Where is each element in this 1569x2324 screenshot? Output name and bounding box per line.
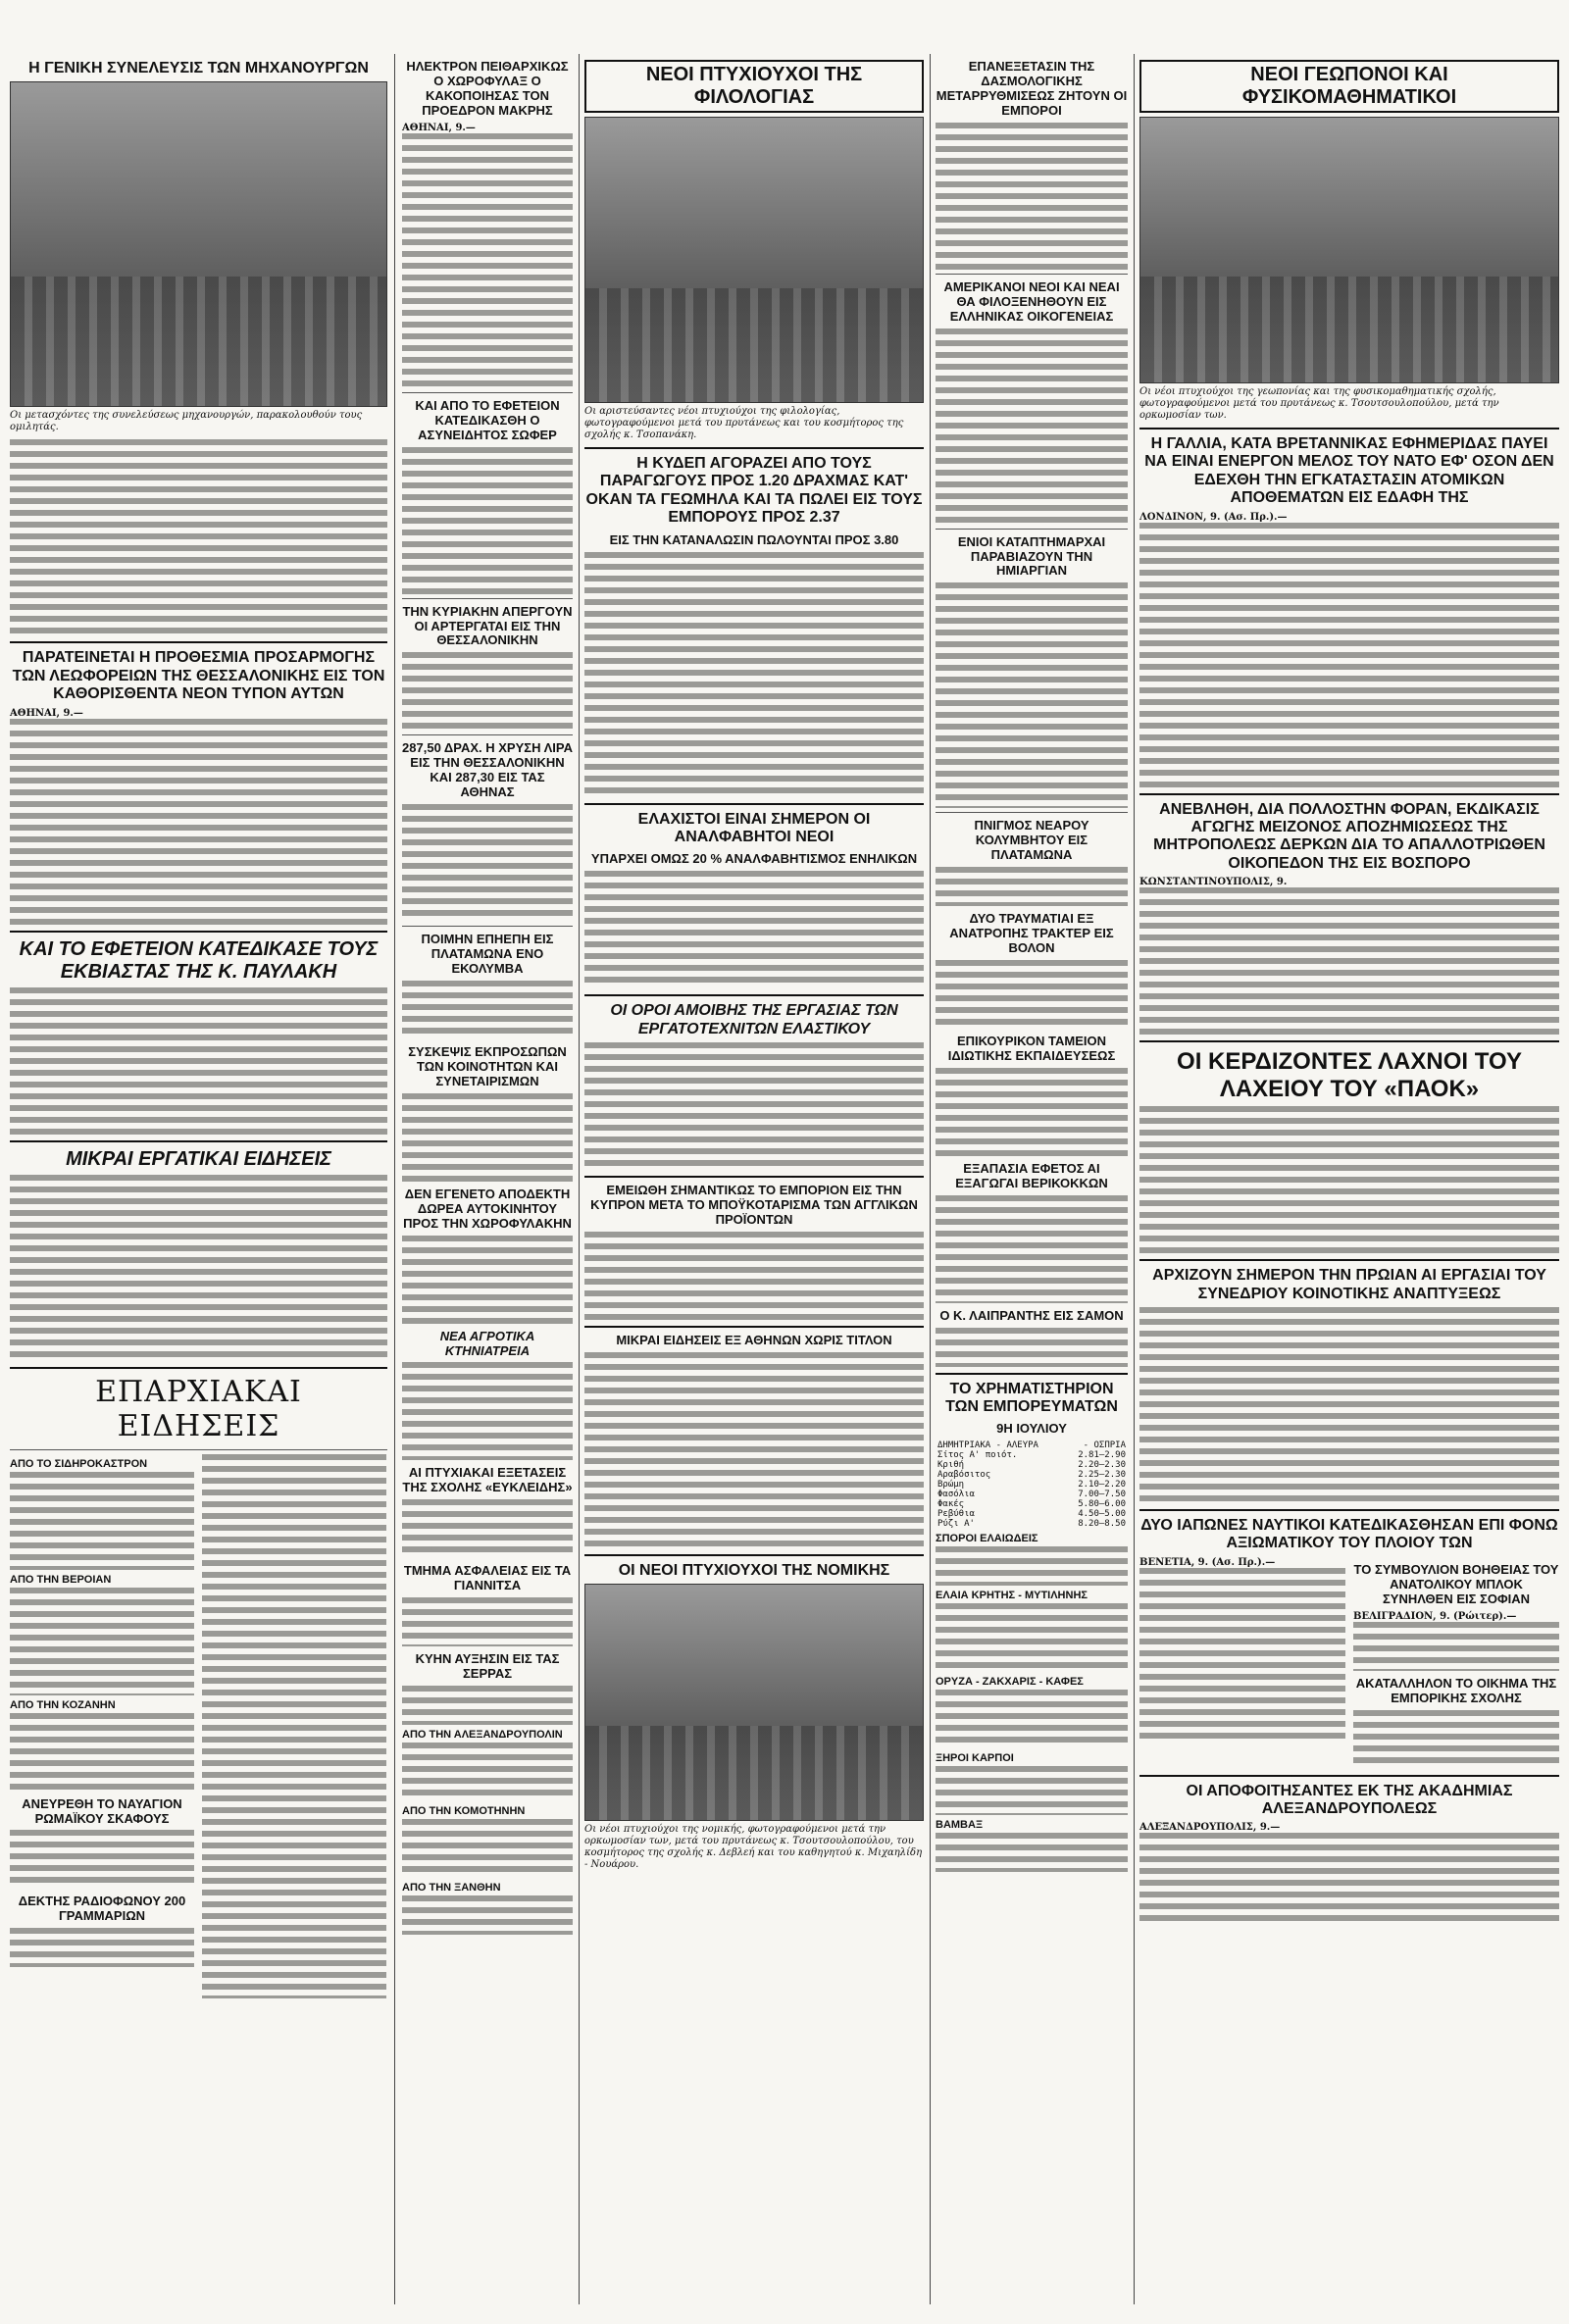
subheading: ΞΗΡΟΙ ΚΑΡΠΟΙ (936, 1752, 1014, 1765)
column-5 (1139, 54, 1559, 1921)
headline: ΤΜΗΜΑ ΑΣΦΑΛΕΙΑΣ ΕΙΣ ΤΑ ΓΙΑΝΝΙΤΣΑ (403, 1563, 572, 1593)
headline: 287,50 ΔΡΑΧ. Η ΧΡΥΣΗ ΛΙΡΑ ΕΙΣ ΤΗΝ ΘΕΣΣΑΛΟΝΙΚΗΝ ΚΑΙ 287,30 ΕΙΣ ΤΑΣ ΑΘΗΝΑΣ (402, 740, 573, 800)
divider (936, 1373, 1128, 1375)
column-divider (579, 54, 580, 2304)
headline: ΔΕΚΤΗΣ ΡΑΔΙΟΦΩΝΟΥ 200 ΓΡΑΜΜΑΡΙΩΝ (18, 1894, 186, 1924)
divider (1139, 1040, 1559, 1042)
divider (10, 1449, 387, 1450)
column-2 (402, 54, 573, 1935)
article-body (402, 1597, 573, 1646)
article-body (402, 804, 573, 922)
article-body (10, 987, 387, 1135)
headline: ΕΠΙΚΟΥΡΙΚΟΝ ΤΑΜΕΙΟΝ ΙΔΙΩΤΙΚΗΣ ΕΚΠΑΙΔΕΥΣΕΩΣ (947, 1034, 1116, 1063)
headline: Ο Κ. ΛΑΙΠΡΑΝΤΗΣ ΕΙΣ ΣΑΜΟΝ (939, 1307, 1124, 1323)
quote-row (936, 1450, 1128, 1460)
headline: ΝΕΑ ΑΓΡΟΤΙΚΑ ΚΤΗΝΙΑΤΡΕΙΑ (439, 1328, 535, 1358)
article-body (1139, 1833, 1559, 1921)
article-body (584, 1042, 924, 1170)
quote-price: 4.50—5.00 (1078, 1509, 1126, 1520)
headline: ΑΙ ΠΤΥΧΙΑΚΑΙ ΕΞΕΤΑΣΕΙΣ ΤΗΣ ΣΧΟΛΗΣ «ΕΥΚΛΕΙΔΗΣ» (402, 1465, 573, 1495)
headline: Η ΓΕΝΙΚΗ ΣΥΝΕΛΕΥΣΙΣ ΤΩΝ ΜΗΧΑΝΟΥΡΓΩΝ (28, 60, 369, 76)
article-body (1139, 1568, 1345, 1744)
article-body (10, 1472, 194, 1570)
dateline: ΒΕΝΕΤΙΑ, 9. (Ασ. Πρ.).— (1139, 1556, 1276, 1568)
divider (584, 803, 924, 805)
divider (1139, 428, 1559, 429)
headline: ΠΑΡΑΤΕΙΝΕΤΑΙ Η ΠΡΟΘΕΣΜΙΑ ΠΡΟΣΑΡΜΟΓΗΣ ΤΩΝ ΛΕΩΦΟΡΕΙΩΝ ΤΗΣ ΘΕΣΣΑΛΟΝΙΚΗΣ ΕΙΣ ΤΟΝ ΚΑΘΟΡΙΣΘΕΝΤΑ ΝΕΟΝ ΤΥΠΟΝ ΑΥΤΩΝ (12, 649, 385, 703)
subheading: ΑΠΟ ΤΗΝ ΞΑΝΘΗΝ (402, 1882, 501, 1895)
headline: ΕΞΑΠΑΣΙΑ ΕΦΕΤΟΣ ΑΙ ΕΞΑΓΩΓΑΙ ΒΕΡΙΚΟΚΚΩΝ (955, 1160, 1108, 1190)
quote-price: 2.81—2.90 (1078, 1450, 1126, 1461)
headline: ΜΙΚΡΑΙ ΕΡΓΑΤΙΚΑΙ ΕΙΔΗΣΕΙΣ (66, 1147, 331, 1170)
article-body (202, 1454, 386, 1998)
quote-commodity: Ρεβύθια (937, 1509, 975, 1520)
headline: ΕΜΕΙΩΘΗ ΣΗΜΑΝΤΙΚΩΣ ΤΟ ΕΜΠΟΡΙΟΝ ΕΙΣ ΤΗΝ ΚΥΠΡΟΝ ΜΕΤΑ ΤΟ ΜΠΟΫΚΟΤΑΡΙΣΜΑ ΤΩΝ ΑΓΓΛΙΚΩΝ ΠΡΟΪΟΝΤΩΝ (590, 1183, 918, 1227)
column-1 (10, 54, 387, 1998)
quote-row (936, 1519, 1128, 1529)
headline: ΔΥΟ ΤΡΑΥΜΑΤΙΑΙ ΕΞ ΑΝΑΤΡΟΠΗΣ ΤΡΑΚΤΕΡ ΕΙΣ ΒΟΛΟΝ (949, 911, 1114, 956)
headline: ΕΠΑΝΕΞΕΤΑΣΙΝ ΤΗΣ ΔΑΣΜΟΛΟΓΙΚΗΣ ΜΕΤΑΡΡΥΘΜΙΣΕΩΣ ΖΗΤΟΥΝ ΟΙ ΕΜΠΟΡΟΙ (936, 59, 1128, 118)
article-body (10, 439, 387, 635)
quote-price: 2.10—2.20 (1078, 1480, 1126, 1490)
article-body (402, 1236, 573, 1324)
subheading: ΑΠΟ ΤΗΝ ΚΟΜΟΤΗΝΗΝ (402, 1805, 526, 1818)
column-divider (930, 54, 931, 2304)
headline: Η ΚΥΔΕΠ ΑΓΟΡΑΖΕΙ ΑΠΟ ΤΟΥΣ ΠΑΡΑΓΩΓΟΥΣ ΠΡΟΣ 1.20 ΔΡΑΧΜΑΣ ΚΑΤ' ΟΚΑΝ ΤΑ ΓΕΩΜΗΛΑ ΚΑΙ ΤΑ ΠΩΛΕΙ ΕΙΣ ΤΟΥΣ ΕΜΠΟΡΟΥΣ ΠΡΟΣ 2.37 (585, 455, 923, 527)
quote-commodity: Φακές (937, 1499, 965, 1510)
headline-secondary: ΥΠΑΡΧΕΙ ΟΜΩΣ 20 % ΑΝΑΛΦΑΒΗΤΙΣΜΟΣ ΕΝΗΛΙΚΩΝ (590, 851, 918, 867)
article-body (936, 582, 1128, 808)
headline: ΤΗΝ ΚΥΡΙΑΚΗΝ ΑΠΕΡΓΟΥΝ ΟΙ ΑΡΤΕΡΓΑΤΑΙ ΕΙΣ ΤΗΝ ΘΕΣΣΑΛΟΝΙΚΗΝ (402, 603, 573, 648)
divider (584, 447, 924, 449)
article-body (10, 1588, 194, 1695)
headline: ΟΙ ΝΕΟΙ ΠΤΥΧΙΟΥΧΟΙ ΤΗΣ ΝΟΜΙΚΗΣ (618, 1561, 890, 1579)
photo-caption: Οι αριστεύσαντες νέοι πτυχιούχοι της φιλολογίας, φωτογραφούμενοι μετά του πρυτάνεως και του κοσμήτορος της σχολής κ. Τσοπανάκη. (584, 406, 904, 440)
article-body (936, 960, 1128, 1029)
quote-row (936, 1440, 1128, 1450)
article-body (402, 652, 573, 731)
market-heading: ΤΟ ΧΡΗΜΑΤΙΣΤΗΡΙΟΝ ΤΩΝ ΕΜΠΟΡΕΥΜΑΤΩΝ (945, 1380, 1118, 1416)
headline-secondary: ΕΙΣ ΤΗΝ ΚΑΤΑΝΑΛΩΣΙΝ ΠΩΛΟΥΝΤΑΙ ΠΡΟΣ 3.80 (609, 531, 899, 547)
article-body (10, 1713, 194, 1792)
article-body (1139, 1106, 1559, 1253)
article-body (936, 1328, 1128, 1367)
divider (1139, 1775, 1559, 1777)
headline: ΑΜΕΡΙΚΑΝΟΙ ΝΕΟΙ ΚΑΙ ΝΕΑΙ ΘΑ ΦΙΛΟΞΕΝΗΘΟΥΝ ΕΙΣ ΕΛΛΗΝΙΚΑΣ ΟΙΚΟΓΕΝΕΙΑΣ (943, 278, 1120, 324)
dateline: ΑΛΕΞΑΝΔΡΟΥΠΟΛΙΣ, 9.— (1139, 1822, 1281, 1834)
provincial-left (10, 1454, 194, 1998)
quote-commodity: Κριθή (937, 1460, 965, 1471)
headline: Η ΓΑΛΛΙΑ, ΚΑΤΑ ΒΡΕΤΑΝΝΙΚΑΣ ΕΦΗΜΕΡΙΔΑΣ ΠΑΥΕΙ ΝΑ ΕΙΝΑΙ ΕΝΕΡΓΟΝ ΜΕΛΟΣ ΤΟΥ ΝΑΤΟ ΕΦ' ΟΣΟΝ ΔΕΝ ΕΔΕΧΘΗ ΤΗΝ ΕΓΚΑΤΑΣΤΑΣΙΝ ΑΤΟΜΙΚΩΝ ΑΠΟΘΕΜΑΤΩΝ ΕΙΣ ΕΔΑΦΗ ΤΗΣ (1144, 435, 1554, 507)
headline: ΝΕΟΙ ΓΕΩΠΟΝΟΙ ΚΑΙ ΦΥΣΙΚΟΜΑΘΗΜΑΤΙΚΟΙ (1139, 60, 1559, 113)
photo-caption: Οι μετασχόντες της συνελεύσεως μηχανουργών, παρακολουθούν τους ομιλητάς. (10, 410, 363, 433)
dateline: ΚΩΝΣΤΑΝΤΙΝΟΥΠΟΛΙΣ, 9. (1139, 877, 1288, 888)
photo-caption: Οι νέοι πτυχιούχοι της γεωπονίας και της φυσικομαθηματικής σχολής, φωτογραφούμενοι μετά του πρυτάνεως κ. Τσουτσουλοπούλου, μετά την ορκωμοσίαν των. (1139, 386, 1499, 421)
headline: ΚΑΙ ΑΠΟ ΤΟ ΕΦΕΤΕΙΟΝ ΚΑΤΕΔΙΚΑΣΘΗ Ο ΑΣΥΝΕΙΔΗΤΟΣ ΣΩΦΕΡ (415, 397, 560, 442)
divider (936, 529, 1128, 530)
article-body (584, 871, 924, 988)
divider (10, 1140, 387, 1142)
quote-row (936, 1480, 1128, 1490)
column-4 (936, 54, 1128, 1872)
dateline: ΒΕΛΙΓΡΑΔΙΟΝ, 9. (Ρώιτερ).— (1353, 1610, 1517, 1622)
article-body (402, 1093, 573, 1182)
article-body (936, 1833, 1128, 1872)
split-left (1139, 1557, 1345, 1769)
photo-law-graduates (584, 1584, 924, 1821)
quote-commodity: Φασόλια (937, 1490, 975, 1500)
headline: ΠΝΙΓΜΟΣ ΝΕΑΡΟΥ ΚΟΛΥΜΒΗΤΟΥ ΕΙΣ ΠΛΑΤΑΜΩΝΑ (974, 818, 1089, 863)
article-body (936, 1546, 1128, 1586)
article-body (936, 1690, 1128, 1748)
article-body (10, 1175, 387, 1361)
divider (584, 1326, 924, 1328)
headline: ΟΙ ΟΡΟΙ ΑΜΟΙΒΗΣ ΤΗΣ ΕΡΓΑΣΙΑΣ ΤΩΝ ΕΡΓΑΤΟΤΕΧΝΙΤΩΝ ΕΛΑΣΤΙΚΟΥ (610, 1002, 898, 1037)
subheading: ΑΠΟ ΤΗΝ ΚΟΖΑΝΗΝ (10, 1698, 116, 1711)
column-divider (1134, 54, 1135, 2304)
divider (10, 641, 387, 643)
article-body (1353, 1710, 1559, 1769)
split-right (1353, 1557, 1559, 1769)
split-block (1139, 1557, 1559, 1769)
quote-price: 8.20—8.50 (1078, 1519, 1126, 1530)
market-date: 9Η ΙΟΥΛΙΟΥ (996, 1421, 1067, 1437)
headline: ΟΙ ΚΕΡΔΙΖΟΝΤΕΣ ΛΑΧΝΟΙ ΤΟΥ ΛΑΧΕΙΟΥ ΤΟΥ «ΠΑΟΚ» (1177, 1048, 1522, 1102)
divider (1139, 793, 1559, 795)
provincial-right (202, 1454, 386, 1998)
photo-mechanics-assembly (10, 81, 387, 407)
quote-price: 2.25—2.30 (1078, 1470, 1126, 1481)
article-body (402, 1686, 573, 1725)
article-body (936, 1766, 1128, 1815)
quote-row (936, 1499, 1128, 1509)
article-body (1353, 1622, 1559, 1671)
photo-agronomists-graduates (1139, 117, 1559, 383)
headline: ΚΑΙ ΤΟ ΕΦΕΤΕΙΟΝ ΚΑΤΕΔΙΚΑΣΕ ΤΟΥΣ ΕΚΒΙΑΣΤΑΣ ΤΗΣ Κ. ΠΑΥΛΑΚΗ (19, 937, 379, 983)
headline: ΑΚΑΤΑΛΛΗΛΟΝ ΤΟ ΟΙΚΗΜΑ ΤΗΣ ΕΜΠΟΡΙΚΗΣ ΣΧΟΛΗΣ (1355, 1675, 1557, 1705)
quote-row (936, 1509, 1128, 1519)
dateline: ΑΘΗΝΑΙ, 9.— (402, 122, 476, 133)
provincial-news (10, 1454, 387, 1998)
divider (936, 812, 1128, 813)
article-body (584, 552, 924, 797)
article-body (584, 1232, 924, 1320)
headline: ΝΕΟΙ ΠΤΥΧΙΟΥΧΟΙ ΤΗΣ ΦΙΛΟΛΟΓΙΑΣ (584, 60, 924, 113)
commodity-quotes-table (936, 1440, 1128, 1529)
article-body (936, 1603, 1128, 1672)
headline: ΠΟΙΜΗΝ ΕΠΗΕΠΗ ΕΙΣ ΠΛΑΤΑΜΩΝΑ ΕΝΟ ΕΚΟΛΥΜΒΑ (421, 932, 554, 976)
article-body (1139, 887, 1559, 1035)
quote-commodity: Βρώμη (937, 1480, 965, 1490)
headline: ΟΙ ΑΠΟΦΟΙΤΗΣΑΝΤΕΣ ΕΚ ΤΗΣ ΑΚΑΔΗΜΙΑΣ ΑΛΕΞΑΝΔΡΟΥΠΟΛΕΩΣ (1186, 1782, 1513, 1817)
quote-commodity: Ρύζι Α' (937, 1519, 975, 1530)
column-divider (394, 54, 395, 2304)
article-body (10, 1928, 194, 1967)
article-body (402, 1743, 573, 1801)
subheading: ΑΠΟ ΤΟ ΣΙΔΗΡΟΚΑΣΤΡΟΝ (10, 1457, 148, 1470)
article-body (402, 1499, 573, 1558)
headline: ΔΕΝ ΕΓΕΝΕΤΟ ΑΠΟΔΕΚΤΗ ΔΩΡΕΑ ΑΥΤΟΚΙΝΗΤΟΥ ΠΡΟΣ ΤΗΝ ΧΩΡΟΦΥΛΑΚΗΝ (403, 1186, 572, 1231)
headline: ΤΟ ΣΥΜΒΟΥΛΙΟΝ ΒΟΗΘΕΙΑΣ ΤΟΥ ΑΝΑΤΟΛΙΚΟΥ ΜΠΛΟΚ ΣΥΝΗΛΘΕΝ ΕΙΣ ΣΟΦΙΑΝ (1353, 1561, 1559, 1606)
headline: ΚΥΗΝ ΑΥΞΗΣΙΝ ΕΙΣ ΤΑΣ ΣΕΡΡΑΣ (415, 1651, 560, 1682)
headline: ΑΡΧΙΖΟΥΝ ΣΗΜΕΡΟΝ ΤΗΝ ΠΡΩΙΑΝ ΑΙ ΕΡΓΑΣΙΑΙ ΤΟΥ ΣΥΝΕΔΡΙΟΥ ΚΟΙΝΟΤΙΚΗΣ ΑΝΑΠΤΥΞΕΩΣ (1152, 1267, 1546, 1302)
divider (1139, 1509, 1559, 1511)
divider (402, 392, 573, 393)
quote-price: 2.20—2.30 (1078, 1460, 1126, 1471)
article-body (10, 1830, 194, 1889)
article-body (1139, 523, 1559, 787)
quote-price: - ΟΣΠΡΙΑ (1083, 1440, 1126, 1451)
article-body (402, 1895, 573, 1935)
divider (402, 734, 573, 735)
headline: ΣΥΣΚΕΨΙΣ ΕΚΠΡΟΣΩΠΩΝ ΤΩΝ ΚΟΙΝΟΤΗΤΩΝ ΚΑΙ ΣΥΝΕΤΑΙΡΙΣΜΩΝ (408, 1043, 567, 1088)
article-body (936, 328, 1128, 525)
article-body (936, 867, 1128, 906)
divider (936, 274, 1128, 275)
headline: ΑΝΕΥΡΕΘΗ ΤΟ ΝΑΥΑΓΙΟΝ ΡΩΜΑΪΚΟΥ ΣΚΑΦΟΥΣ (22, 1795, 182, 1826)
article-body (1139, 1307, 1559, 1503)
article-body (402, 1819, 573, 1878)
subheading: ΑΠΟ ΤΗΝ ΒΕΡΟΙΑΝ (10, 1573, 112, 1586)
quote-price: 5.80—6.00 (1078, 1499, 1126, 1510)
quote-row (936, 1460, 1128, 1470)
subheading: ΟΡΥΖΑ - ΖΑΚΧΑΡΙΣ - ΚΑΦΕΣ (936, 1676, 1084, 1689)
divider (1139, 1259, 1559, 1261)
quote-row (936, 1490, 1128, 1499)
article-body (402, 133, 573, 388)
headline: ΗΛΕΚΤΡΟΝ ΠΕΙΘΑΡΧΙΚΩΣ Ο ΧΩΡΟΦΥΛΑΞ Ο ΚΑΚΟΠΟΙΗΣΑΣ ΤΟΝ ΠΡΟΕΔΡΟΝ ΜΑΚΡΗΣ (406, 59, 569, 118)
article-body (936, 1195, 1128, 1303)
divider (584, 994, 924, 996)
article-body (402, 981, 573, 1039)
divider (10, 931, 387, 933)
divider (584, 1554, 924, 1556)
article-body (936, 123, 1128, 270)
photo-caption: Οι νέοι πτυχιούχοι της νομικής, φωτογραφούμενοι μετά την ορκωμοσίαν των, μετά του πρυτάνεως κ. Τσουτσουλοπούλου, του κοσμήτορος της σχολής κ. Δεβλεή και του καθηγητού κ. Μιχαηλίδη - Νουάρου. (584, 1824, 923, 1871)
subheading: ΣΠΟΡΟΙ ΕΛΑΙΩΔΕΙΣ (936, 1533, 1038, 1545)
quote-commodity: Αραβόσιτος (937, 1470, 991, 1481)
headline: ΜΙΚΡΑΙ ΕΙΔΗΣΕΙΣ ΕΞ ΑΘΗΝΩΝ ΧΩΡΙΣ ΤΙΤΛΟΝ (616, 1332, 892, 1347)
photo-philology-graduates (584, 117, 924, 403)
article-body (936, 1068, 1128, 1156)
divider (402, 926, 573, 927)
section-banner: ΕΠΑΡΧΙΑΚΑΙ ΕΙΔΗΣΕΙΣ (95, 1374, 302, 1443)
article-body (584, 1352, 924, 1548)
headline: ΔΥΟ ΙΑΠΩΝΕΣ ΝΑΥΤΙΚΟΙ ΚΑΤΕΔΙΚΑΣΘΗΣΑΝ ΕΠΙ ΦΟΝΩ ΑΞΙΩΜΑΤΙΚΟΥ ΤΟΥ ΠΛΟΙΟΥ ΤΩΝ (1140, 1517, 1558, 1552)
headline: ΑΝΕΒΛΗΘΗ, ΔΙΑ ΠΟΛΛΟΣΤΗΝ ΦΟΡΑΝ, ΕΚΔΙΚΑΣΙΣ ΑΓΩΓΗΣ ΜΕΙΖΟΝΟΣ ΑΠΟΖΗΜΙΩΣΕΩΣ ΤΗΣ ΜΗΤΡΟΠΟΛΕΩΣ ΔΕΡΚΩΝ ΔΙΑ ΤΟ ΑΠΑΛΛΟΤΡΙΩΘΕΝ ΟΙΚΟΠΕΔΟΝ ΤΗΣ ΕΙΣ ΒΟΣΠΟΡΟ (1153, 800, 1545, 872)
headline: ΕΛΑΧΙΣΤΟΙ ΕΙΝΑΙ ΣΗΜΕΡΟΝ ΟΙ ΑΝΑΛΦΑΒΗΤΟΙ ΝΕΟΙ (637, 810, 871, 845)
quote-commodity: Σίτος Α' ποιότ. (937, 1450, 1018, 1461)
headline: ΕΝΙΟΙ ΚΑΤΑΠΤΗΜΑΡΧΑΙ ΠΑΡΑΒΙΑΖΟΥΝ ΤΗΝ ΗΜΙΑΡΓΙΑΝ (957, 533, 1106, 579)
subheading: ΑΠΟ ΤΗΝ ΑΛΕΞΑΝΔΡΟΥΠΟΛΙΝ (402, 1729, 563, 1742)
quote-price: 7.00—7.50 (1078, 1490, 1126, 1500)
divider (584, 1176, 924, 1178)
article-body (402, 1362, 573, 1460)
divider (402, 598, 573, 599)
article-body (402, 447, 573, 594)
divider (10, 1367, 387, 1369)
subheading: ΒΑΜΒΑΞ (936, 1819, 984, 1832)
quote-commodity: ΔΗΜΗΤΡΙΑΚΑ - ΑΛΕΥΡΑ (937, 1440, 1038, 1451)
subheading: ΕΛΑΙΑ ΚΡΗΤΗΣ - ΜΥΤΙΛΗΝΗΣ (936, 1590, 1088, 1602)
article-body (10, 719, 387, 925)
quote-row (936, 1470, 1128, 1480)
dateline: ΛΟΝΔΙΝΟΝ, 9. (Ασ. Πρ.).— (1139, 511, 1288, 523)
column-3 (584, 54, 924, 1877)
dateline: ΑΘΗΝΑΙ, 9.— (10, 707, 83, 719)
